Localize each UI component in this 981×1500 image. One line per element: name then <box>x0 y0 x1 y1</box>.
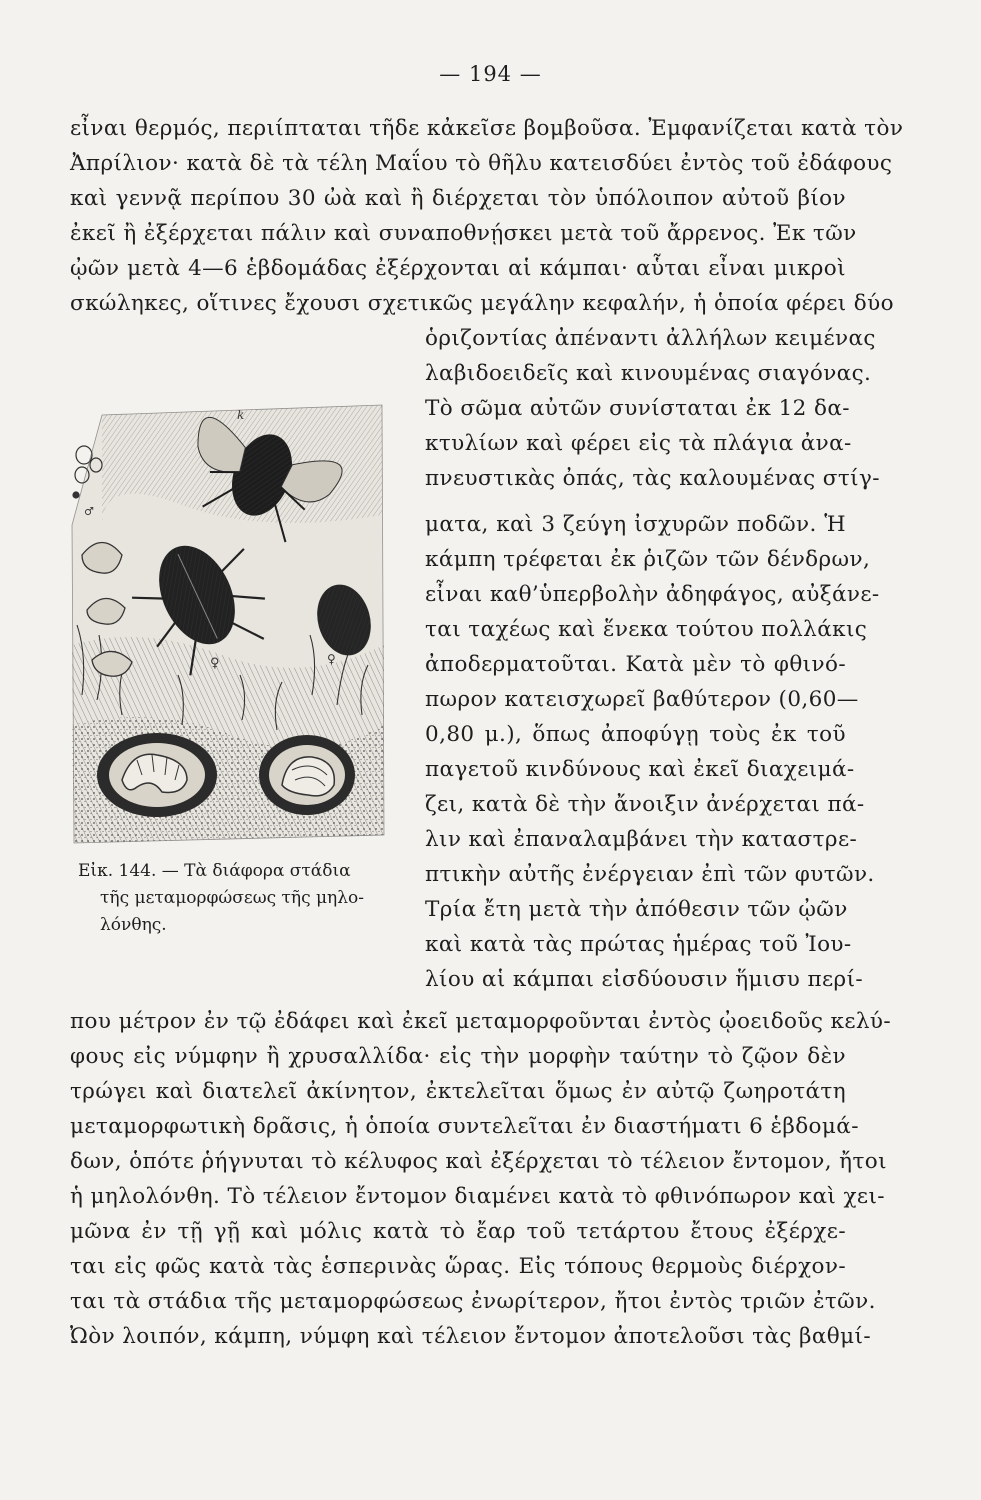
cockchafer-illustration <box>62 395 390 850</box>
text-line: Τρία ἔτη μετὰ τὴν ἀπόθεσιν τῶν ᾠῶν <box>425 897 848 922</box>
text-line: ται εἰς φῶς κατὰ τὰς ἑσπερινὰς ὥρας. Εἰς τόπους θερμοὺς διέρχον- <box>70 1254 846 1279</box>
text-line: Ἀπρίλιον· κατὰ δὲ τὰ τέλη Μαΐου τὸ θῆλυ κατεισδύει ἐντὸς τοῦ ἐδάφους <box>70 151 893 176</box>
text-line: ἡ μηλολόνθη. Τὸ τέλειον ἔντομον διαμένει κατὰ τὸ φθινόπωρον καὶ χει- <box>70 1184 885 1209</box>
text-line: καὶ κατὰ τὰς πρώτας ἡμέρας τοῦ Ἰου- <box>425 932 852 957</box>
text-line: πνευστικὰς ὀπάς, τὰς καλουμένας στίγ- <box>425 466 880 491</box>
text-line: 0,80 μ.), ὅπως ἀποφύγῃ τοὺς ἐκ τοῦ <box>425 722 846 747</box>
page-number: — 194 — <box>439 62 542 86</box>
text-line: τρώγει καὶ διατελεῖ ἀκίνητον, ἐκτελεῖται ὅμως ἐν αὐτῷ ζωηροτάτη <box>70 1079 846 1104</box>
figure-label: k <box>237 408 245 422</box>
caption-line: Εἰκ. 144. — Τὰ διάφορα στάδια <box>78 861 351 881</box>
text-line: κτυλίων καὶ φέρει εἰς τὰ πλάγια ἀνα- <box>425 431 852 456</box>
figure-label: ♀ <box>210 656 220 671</box>
text-line: λαβιδοειδεῖς καὶ κινουμένας σιαγόνας. <box>425 361 872 386</box>
text-line: Ὠὸν λοιπόν, κάμπη, νύμφη καὶ τέλειον ἔντομον ἀποτελοῦσι τὰς βαθμί- <box>70 1324 871 1349</box>
text-line: καὶ γεννᾷ περίπου 30 ὠὰ καὶ ἢ διέρχεται τὸν ὑπόλοιπον αὐτοῦ βίον <box>70 186 846 211</box>
text-line: ζει, κατὰ δὲ τὴν ἄνοιξιν ἀνέρχεται πά- <box>425 792 865 817</box>
text-line: φους εἰς νύμφην ἢ χρυσαλλίδα· εἰς τὴν μορφὴν ταύτην τὸ ζῷον δὲν <box>70 1044 846 1069</box>
text-line: λιν καὶ ἐπαναλαμβάνει τὴν καταστρε- <box>425 827 858 852</box>
text-line: ται ταχέως καὶ ἕνεκα τούτου πολλάκις <box>425 617 868 642</box>
text-line: κάμπη τρέφεται ἐκ ῥιζῶν τῶν δένδρων, <box>425 547 871 572</box>
text-line: πωρον κατεισχωρεῖ βαθύτερον (0,60— <box>425 687 859 712</box>
text-line: ᾠῶν μετὰ 4—6 ἑβδομάδας ἐξέρχονται αἱ κάμπαι· αὗται εἶναι μικροὶ <box>70 256 846 281</box>
figure-label: ♂ <box>84 505 94 518</box>
text-line: ται τὰ στάδια τῆς μεταμορφώσεως ἐνωρίτερον, ἤτοι ἐντὸς τριῶν ἐτῶν. <box>70 1289 876 1314</box>
text-line: ἀποδερματοῦται. Κατὰ μὲν τὸ φθινό- <box>425 652 846 677</box>
figure-caption <box>78 858 408 939</box>
text-line: ὁριζοντίας ἀπέναντι ἀλλήλων κειμένας <box>425 326 876 351</box>
text-line: πτικὴν αὐτῆς ἐνέργειαν ἐπὶ τῶν φυτῶν. <box>425 862 875 887</box>
text-line: δων, ὁπότε ῥήγνυται τὸ κέλυφος καὶ ἐξέρχεται τὸ τέλειον ἔντομον, ἤτοι <box>70 1149 887 1174</box>
text-line: παγετοῦ κινδύνους καὶ ἐκεῖ διαχειμά- <box>425 757 855 782</box>
text-line: που μέτρον ἐν τῷ ἐδάφει καὶ ἐκεῖ μεταμορφοῦνται ἐντὸς ᾠοειδοῦς κελύ- <box>70 1009 892 1034</box>
pupa-chamber <box>259 735 355 815</box>
text-line: σκώληκες, οἵτινες ἔχουσι σχετικῶς μεγάλην κεφαλήν, ἡ ὁποία φέρει δύο <box>70 291 894 316</box>
text-line: ματα, καὶ 3 ζεύγη ἰσχυρῶν ποδῶν. Ἡ <box>425 512 846 537</box>
caption-line: λόνθης. <box>100 915 167 935</box>
text-line: εἶναι θερμός, περιίπταται τῆδε κἀκεῖσε βομβοῦσα. Ἐμφανίζεται κατὰ τὸν <box>70 116 904 141</box>
text-line: εἶναι καθ’ὑπερβολὴν ἀδηφάγος, αὐξάνε- <box>425 582 880 607</box>
text-line: λίου αἱ κάμπαι εἰσδύουσιν ἥμισυ περί- <box>425 967 864 992</box>
text-line: ἐκεῖ ἢ ἐξέρχεται πάλιν καὶ συναποθνῄσκει μετὰ τοῦ ἄρρενος. Ἐκ τῶν <box>70 221 857 246</box>
caption-line: τῆς μεταμορφώσεως τῆς μηλο- <box>100 888 364 908</box>
text-line: μεταμορφωτικὴ δρᾶσις, ἡ ὁποία συντελεῖται ἐν διαστήματι 6 ἑβδομά- <box>70 1114 859 1139</box>
text-line: μῶνα ἐν τῇ γῇ καὶ μόλις κατὰ τὸ ἔαρ τοῦ τετάρτου ἔτους ἐξέρχε- <box>70 1219 846 1244</box>
figure-label: ♀ <box>327 652 336 666</box>
text-line: Τὸ σῶμα αὐτῶν συνίσταται ἐκ 12 δα- <box>425 396 850 421</box>
larva-chamber <box>97 733 217 817</box>
